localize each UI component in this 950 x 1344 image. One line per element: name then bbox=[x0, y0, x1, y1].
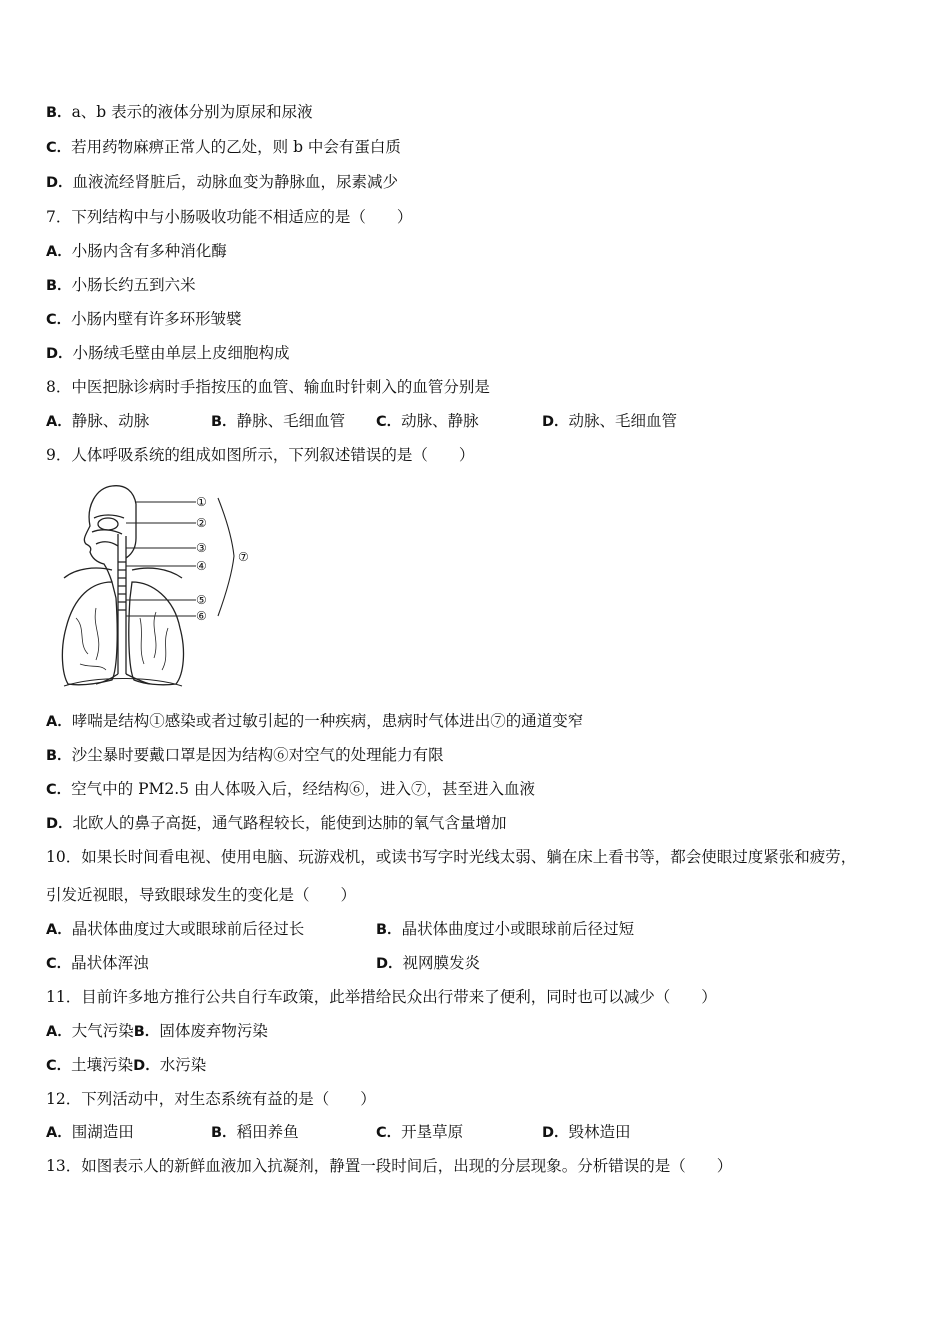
option-label: A． bbox=[46, 414, 72, 430]
respiratory-system-diagram bbox=[56, 478, 266, 690]
option-text: 视网膜发炎 bbox=[402, 954, 481, 972]
option-text: 小肠长约五到六米 bbox=[71, 276, 196, 294]
option-text: 开垦草原 bbox=[401, 1123, 464, 1141]
q12-option-a bbox=[46, 1121, 134, 1144]
option-label: D． bbox=[46, 816, 73, 832]
q7-option-a bbox=[46, 240, 227, 263]
option-label: D． bbox=[46, 346, 73, 362]
option-text: 静脉、动脉 bbox=[71, 412, 150, 430]
option-text: 若用药物麻痹正常人的乙处，则 b 中会有蛋白质 bbox=[71, 138, 401, 156]
option-text: 水污染 bbox=[159, 1056, 207, 1074]
option-text: 土壤污染 bbox=[71, 1056, 134, 1074]
option-text: 动脉、毛细血管 bbox=[568, 412, 678, 430]
option-label: D． bbox=[542, 1125, 569, 1141]
q7-option-d bbox=[46, 342, 290, 365]
option-label: A． bbox=[46, 1024, 72, 1040]
option-label: B． bbox=[46, 105, 72, 121]
option-text: 静脉、毛细血管 bbox=[236, 412, 346, 430]
option-text: 晶状体曲度过大或眼球前后径过长 bbox=[71, 920, 305, 938]
option-text: 沙尘暴时要戴口罩是因为结构⑥对空气的处理能力有限 bbox=[71, 746, 444, 764]
option-label: A． bbox=[46, 244, 72, 260]
q11-stem: 11．目前许多地方推行公共自行车政策，此举措给民众出行带来了便利，同时也可以减少（ ） bbox=[46, 988, 717, 1006]
option-text: 小肠内含有多种消化酶 bbox=[71, 242, 227, 260]
option-label: A． bbox=[46, 922, 72, 938]
option-label: C． bbox=[376, 414, 402, 430]
prev-option-b bbox=[46, 101, 313, 124]
q8-option-d bbox=[542, 410, 677, 433]
label-4: ④ bbox=[196, 559, 207, 573]
option-text: 围湖造田 bbox=[71, 1123, 134, 1141]
option-label: C． bbox=[46, 1058, 72, 1074]
option-label: B． bbox=[133, 1024, 160, 1040]
label-3: ③ bbox=[196, 541, 207, 555]
option-text: 大气污染 bbox=[71, 1022, 134, 1040]
option-label: C． bbox=[46, 956, 72, 972]
label-5: ⑤ bbox=[196, 593, 207, 607]
q10-option-a bbox=[46, 918, 304, 941]
option-text: 小肠内壁有许多环形皱襞 bbox=[71, 310, 242, 328]
option-text: 小肠绒毛壁由单层上皮细胞构成 bbox=[72, 344, 290, 362]
option-text: 晶状体浑浊 bbox=[71, 954, 149, 972]
q9-stem: 9．人体呼吸系统的组成如图所示，下列叙述错误的是（ ） bbox=[46, 446, 475, 464]
q10-option-b bbox=[376, 918, 634, 941]
option-text: a、b 表示的液体分别为原尿和尿液 bbox=[71, 103, 313, 121]
q8-option-c bbox=[376, 410, 479, 433]
option-text: 北欧人的鼻子高挺，通气路程较长，能使到达肺的氧气含量增加 bbox=[72, 814, 507, 832]
q7-option-b bbox=[46, 274, 196, 297]
option-text: 毁林造田 bbox=[568, 1123, 631, 1141]
option-label: C． bbox=[376, 1125, 402, 1141]
option-label: D． bbox=[542, 414, 569, 430]
prev-option-d bbox=[46, 171, 398, 194]
option-text: 动脉、静脉 bbox=[401, 412, 479, 430]
option-text: 固体废弃物污染 bbox=[159, 1022, 268, 1040]
q12-option-d bbox=[542, 1121, 631, 1144]
prev-option-c bbox=[46, 136, 401, 159]
option-label: D． bbox=[376, 956, 403, 972]
q7-option-c bbox=[46, 308, 242, 331]
q11-options-row1 bbox=[46, 1020, 268, 1043]
q10-option-c bbox=[46, 952, 149, 975]
option-label: B． bbox=[46, 278, 72, 294]
option-label: C． bbox=[46, 782, 72, 798]
q8-option-a bbox=[46, 410, 149, 433]
label-1: ① bbox=[196, 495, 207, 509]
q11-options-row2 bbox=[46, 1054, 206, 1077]
option-text: 血液流经肾脏后，动脉血变为静脉血，尿素减少 bbox=[72, 173, 399, 191]
q10-stem-line2: 引发近视眼，导致眼球发生的变化是（ ） bbox=[46, 886, 357, 904]
option-text: 空气中的 PM2.5 由人体吸入后，经结构⑥，进入⑦，甚至进入血液 bbox=[71, 780, 535, 798]
q9-option-c bbox=[46, 778, 535, 801]
option-label: D． bbox=[133, 1058, 160, 1074]
option-label: B． bbox=[376, 922, 402, 938]
option-label: A． bbox=[46, 714, 72, 730]
option-label: C． bbox=[46, 140, 72, 156]
q13-stem: 13．如图表示人的新鲜血液加入抗凝剂，静置一段时间后，出现的分层现象。分析错误的是（ ） bbox=[46, 1157, 733, 1175]
label-6: ⑥ bbox=[196, 609, 207, 623]
option-label: D． bbox=[46, 175, 73, 191]
label-2: ② bbox=[196, 516, 207, 530]
label-7: ⑦ bbox=[238, 550, 249, 564]
option-label: B． bbox=[46, 748, 72, 764]
option-text: 哮喘是结构①感染或者过敏引起的一种疾病，患病时气体进出⑦的通道变窄 bbox=[71, 712, 584, 730]
q8-option-b bbox=[211, 410, 345, 433]
q9-option-d bbox=[46, 812, 507, 835]
option-label: B． bbox=[211, 414, 237, 430]
q12-stem: 12．下列活动中，对生态系统有益的是（ ） bbox=[46, 1090, 376, 1108]
q9-option-b bbox=[46, 744, 444, 767]
q10-option-d bbox=[376, 952, 480, 975]
q12-option-c bbox=[376, 1121, 463, 1144]
option-label: B． bbox=[211, 1125, 237, 1141]
option-text: 稻田养鱼 bbox=[236, 1123, 299, 1141]
option-text: 晶状体曲度过小或眼球前后径过短 bbox=[401, 920, 635, 938]
q8-stem: 8．中医把脉诊病时手指按压的血管、输血时针刺入的血管分别是 bbox=[46, 378, 490, 396]
q10-stem-line1: 10．如果长时间看电视、使用电脑、玩游戏机，或读书写字时光线太弱、躺在床上看书等，都会使眼过度紧张和疲劳， bbox=[46, 848, 857, 866]
option-label: A． bbox=[46, 1125, 72, 1141]
q12-option-b bbox=[211, 1121, 299, 1144]
option-label: C． bbox=[46, 312, 72, 328]
q9-option-a bbox=[46, 710, 583, 733]
q7-stem: 7．下列结构中与小肠吸收功能不相适应的是（ ） bbox=[46, 208, 413, 226]
